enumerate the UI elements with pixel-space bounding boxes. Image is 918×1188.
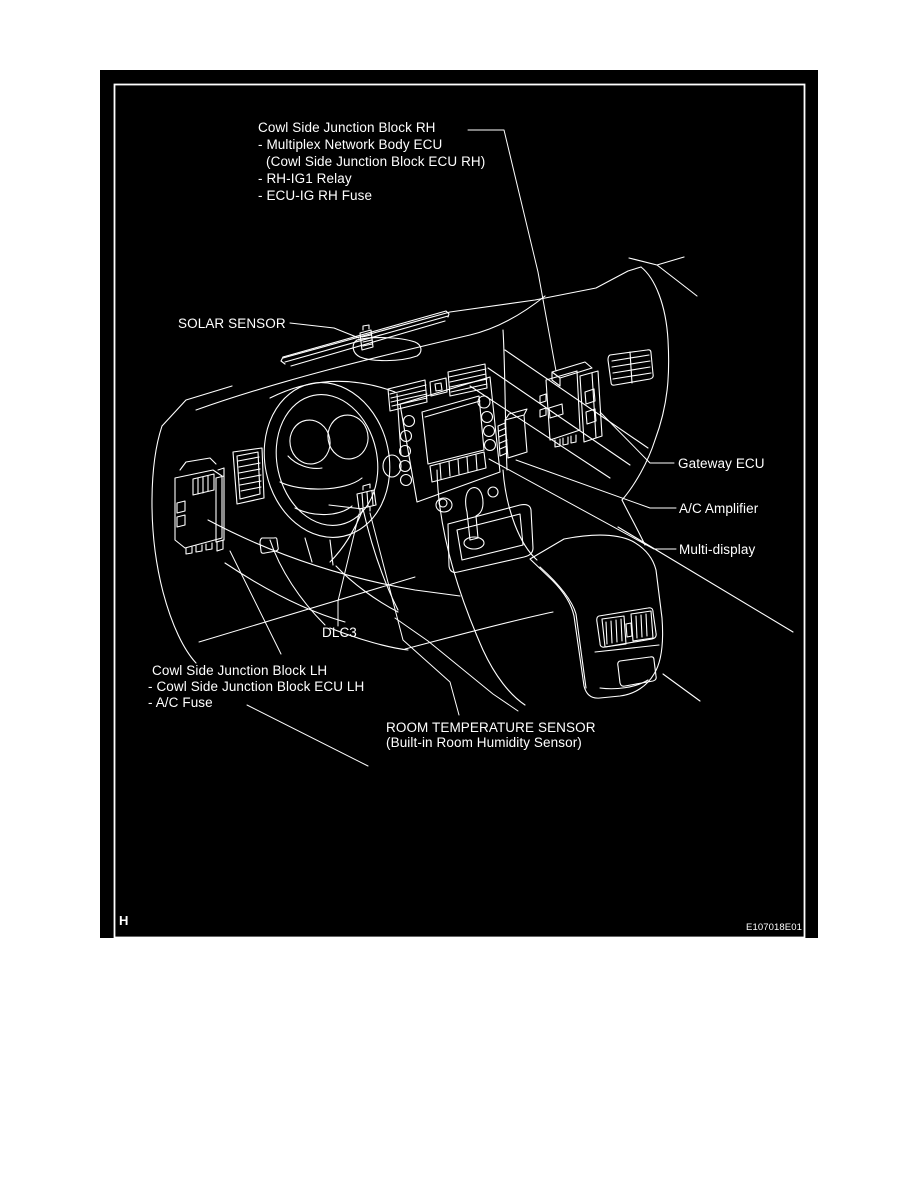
- label-room-temp-line2: (Built-in Room Humidity Sensor): [386, 735, 582, 750]
- cowl-side-junction-block-lh-box: [175, 458, 224, 554]
- leader-room-temp-sensor-2: [395, 618, 518, 711]
- label-solar-sensor: SOLAR SENSOR: [178, 316, 286, 331]
- shift-lever: [466, 488, 483, 540]
- label-dlc3: DLC3: [322, 625, 357, 640]
- steering-wheel: [250, 371, 404, 565]
- corner-mark: H: [119, 913, 129, 928]
- ac-amplifier-box: [498, 409, 527, 458]
- navigation-display: [422, 396, 484, 464]
- figure-code: E107018E01: [746, 922, 802, 933]
- leader-gateway-ecu: [600, 412, 674, 463]
- gauge-left: [286, 417, 333, 467]
- label-ac-amplifier: A/C Amplifier: [679, 501, 759, 516]
- leader-dlc3: [338, 514, 359, 626]
- label-cowl-lh-line3: - A/C Fuse: [148, 695, 213, 710]
- leader-multi-display: [489, 459, 676, 549]
- label-gateway-ecu: Gateway ECU: [678, 456, 765, 471]
- console-vent-left: [602, 616, 626, 647]
- leader-ac-amplifier: [516, 460, 676, 508]
- figure-panel: [100, 70, 818, 938]
- label-cowl-rh-line1: Cowl Side Junction Block RH: [258, 120, 436, 135]
- label-cowl-rh-line5: - ECU-IG RH Fuse: [258, 188, 373, 203]
- label-multi-display: Multi-display: [679, 542, 756, 557]
- leader-cowl-lh: [230, 551, 281, 654]
- label-cowl-lh-line2: - Cowl Side Junction Block ECU LH: [148, 679, 365, 694]
- gateway-ecu-box: [580, 371, 602, 442]
- label-cowl-rh-line4: - RH-IG1 Relay: [258, 171, 352, 186]
- rear-console-box: [530, 535, 663, 698]
- center-stack: [383, 330, 507, 512]
- leader-solar-sensor: [290, 323, 359, 338]
- console-vent-right: [631, 611, 653, 641]
- label-room-temperature-sensor: [386, 720, 596, 750]
- cowl-side-junction-block-rh-box: [540, 362, 602, 447]
- label-room-temp-line1: ROOM TEMPERATURE SENSOR: [386, 720, 596, 735]
- label-cowl-side-junction-block-rh: [258, 120, 485, 203]
- leader-cowl-lh-upper: [199, 577, 415, 642]
- dashboard-location-diagram: [100, 70, 818, 938]
- gauge-right: [324, 412, 371, 462]
- label-cowl-rh-line3: (Cowl Side Junction Block ECU RH): [266, 154, 486, 169]
- leader-cowl-lh-lower: [247, 705, 368, 766]
- label-cowl-lh-line1: Cowl Side Junction Block LH: [152, 663, 328, 678]
- label-cowl-side-junction-block-lh: [148, 663, 364, 710]
- left-air-vent: [233, 448, 264, 504]
- leader-room-temp-sensor: [370, 513, 459, 715]
- right-air-vent: [608, 350, 653, 385]
- label-cowl-rh-line2: - Multiplex Network Body ECU: [258, 137, 443, 152]
